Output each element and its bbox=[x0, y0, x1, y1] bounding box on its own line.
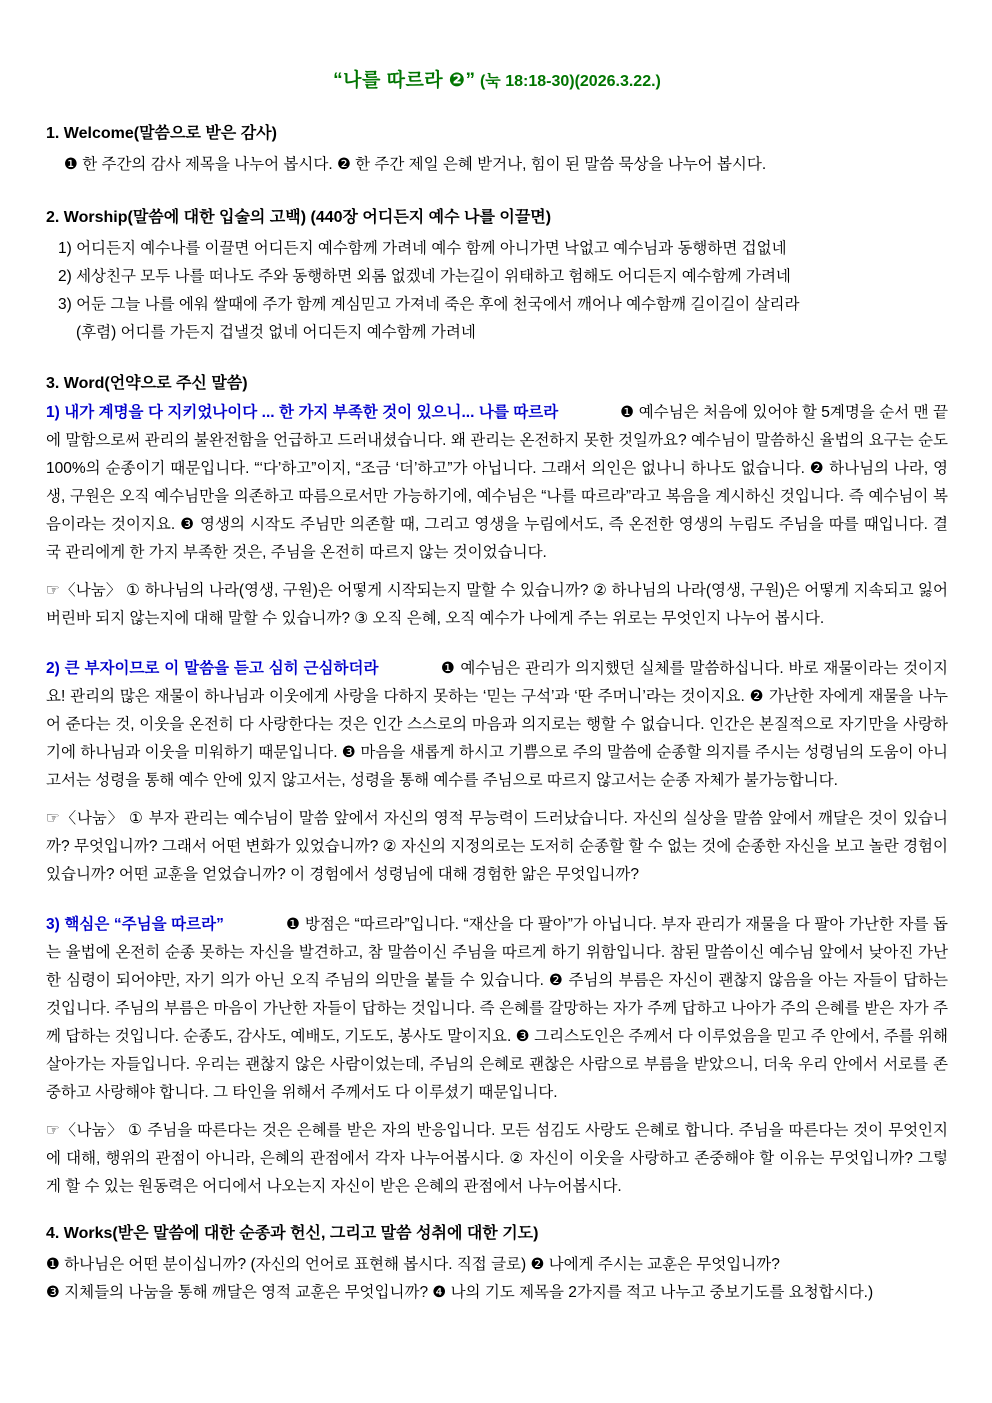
worship-heading: 2. Worship(말씀에 대한 입술의 고백) (440장 어디든지 예수 나를 이끌면) bbox=[46, 209, 552, 226]
page-title bbox=[46, 62, 948, 95]
word-subsection-2-title: 2) 큰 부자이므로 이 말씀을 듣고 심히 근심하더라 bbox=[46, 660, 379, 677]
hymn-verse-3: 3) 어둔 그늘 나를 에워 쌀때에 주가 함께 계심믿고 가져네 죽은 후에 천국에서 깨어나 예수함깨 길이길이 살리라 bbox=[58, 296, 800, 313]
word-subsection-3-title: 3) 핵심은 “주님을 따르라” bbox=[46, 916, 224, 933]
works-line-1: ❶ 하나님은 어떤 분이십니까? (자신의 언어로 표현해 봅시다. 직접 글로) ❷ 나에게 주시는 교훈은 무엇입니까? bbox=[46, 1256, 780, 1273]
word-subsection-2 bbox=[46, 655, 948, 795]
word-subsection-2-body: ❶ 예수님은 관리가 의지했던 실체를 말씀하십니다. 바로 재물이라는 것이지요! 관리의 많은 재물이 하나님과 이웃에게 사랑을 다하지 못하는 ‘믿는 구석’과 ‘딴 주머니’라는 것이지요. ❷ 가난한 자에게 재물을 나누어 준다는 것, 이웃을 온전히 다 사랑한다는 것은 인간 스스로의 마음과 의지로는 행할 수 없습니다. 인간은 본질적으로 자기만을 사랑하기에 하나님과 이웃을 미워하기 때문입니다. ❸ 마음을 새롭게 하시고 기쁨으로 주의 말씀에 순종할 의지를 주시는 성령님의 도움이 아니고서는 성령을 통해 예수 안에 있지 않고서는, 성령을 통해 예수를 주님으로 따르지 않고서는 순종 자체가 불가능합니다. bbox=[46, 660, 948, 789]
hymn-verse-2: 2) 세상친구 모두 나를 떠나도 주와 동행하면 외롬 없겠네 가는길이 위태하고 험해도 어디든지 예수함께 가려네 bbox=[58, 268, 791, 285]
works-heading: 4. Works(받은 말씀에 대한 순종과 헌신, 그리고 말씀 성취에 대한 기도) bbox=[46, 1225, 539, 1242]
section-word bbox=[46, 373, 948, 1201]
word-subsection-1-body: ❶ 예수님은 처음에 있어야 할 5계명을 순서 맨 끝에 말함으로써 관리의 불완전함을 언급하고 드러내셨습니다. 왜 관리는 온전하지 못한 것일까요? 예수님이 말씀하신 율법의 요구는 순도 100%의 순종이기 때문입니다. “‘다’하고”이지, “조금 ‘더’하고”가 아닙니다. 그래서 의인은 없나니 하나도 없습니다. ❷ 하나님의 나라, 영생, 구원은 오직 예수님만을 의존하고 따름으로서만 가능하기에, 예수님은 “나를 따르라”라고 복음을 계시하신 것입니다. 즉 예수님이 복음이라는 것이지요. ❸ 영생의 시작도 주님만 의존할 때, 그리고 영생을 누림에서도, 즉 온전한 영생의 누림도 주님을 따를 때입니다. 결국 관리에게 한 가지 부족한 것은, 주님을 온전히 따르지 않는 것이었습니다. bbox=[46, 404, 949, 561]
word-subsection-3 bbox=[46, 911, 948, 1107]
word-subsection-1-sharing: ☞〈나눔〉 ① 하나님의 나라(영생, 구원)은 어떻게 시작되는지 말할 수 있습니까? ② 하나님의 나라(영생, 구원)은 어떻게 지속되고 잃어버린바 되지 않는지에 대해 말할 수 있습니까? ③ 오직 은혜, 오직 예수가 나에게 주는 위로는 무엇인지 나누어 봅시다. bbox=[46, 582, 948, 627]
works-line-2: ❸ 지체들의 나눔을 통해 깨달은 영적 교훈은 무엇입니까? ❹ 나의 기도 제목을 2가지를 적고 나누고 중보기도를 요청합시다.) bbox=[46, 1284, 874, 1301]
title-main: “나를 따르라 ❷” bbox=[333, 70, 476, 91]
word-subsection-2-sharing: ☞〈나눔〉 ① 부자 관리는 예수님이 말씀 앞에서 자신의 영적 무능력이 드러났습니다. 자신의 실상을 말씀 앞에서 깨달은 것이 있습니까? 무엇입니까? 그래서 어떤 변화가 있었습니까? ② 자신의 지정의로는 도저히 순종할 할 수 없는 것에 순종한 자신을 보고 놀란 경험이 있습니까? 어떤 교훈을 얻었습니까? 이 경험에서 성령님에 대해 경험한 앎은 무엇입니까? bbox=[46, 810, 948, 883]
title-scripture-reference: (눅 18:18-30)(2026.3.22.) bbox=[475, 73, 661, 90]
section-welcome bbox=[46, 123, 948, 179]
word-subsection-1-title: 1) 내가 계명을 다 지키었나이다 ... 한 가지 부족한 것이 있으니... 나를 따르라 bbox=[46, 404, 559, 421]
word-subsection-1 bbox=[46, 399, 948, 567]
section-works bbox=[46, 1223, 948, 1307]
word-subsection-3-body: ❶ 방점은 “따르라”입니다. “재산을 다 팔아”가 아닙니다. 부자 관리가 재물을 다 팔아 가난한 자를 돕는 율법에 온전히 순종 못하는 자신을 발견하고, 참 말씀이신 주님을 따르게 하기 위함입니다. 참된 말씀이신 예수님 앞에서 낮아진 가난한 심령이 되어야만, 자기 의가 아닌 오직 주님의 의만을 붙들 수 있습니다. ❷ 주님의 부름은 자신이 괜찮지 않음을 아는 자들이 답하는 것입니다. 주님의 부름은 마음이 가난한 자들이 답하는 것입니다. 즉 은혜를 갈망하는 자가 주께 답하고 나아가 주의 은혜를 받은 자가 주께 답하는 것입니다. 순종도, 감사도, 예배도, 기도도, 봉사도 말이지요. ❸ 그리스도인은 주께서 다 이루었음을 믿고 주 안에서, 주를 위해 살아가는 자들입니다. 우리는 괜찮지 않은 사람이었는데, 주님의 은혜로 괜찮은 사람으로 부름을 받았으니, 더욱 우리 안에서 서로를 존중하고 사랑해야 합니다. 그 타인을 위해서 주께서도 다 이루셨기 때문입니다. bbox=[46, 916, 948, 1101]
word-heading: 3. Word(언약으로 주신 말씀) bbox=[46, 375, 248, 392]
welcome-heading: 1. Welcome(말씀으로 받은 감사) bbox=[46, 125, 277, 142]
hymn-refrain: (후렴) 어디를 가든지 겁낼것 없네 어디든지 예수함께 가려네 bbox=[76, 324, 476, 341]
welcome-body: ❶ 한 주간의 감사 제목을 나누어 봅시다. ❷ 한 주간 제일 은혜 받거나, 힘이 된 말씀 묵상을 나누어 봅시다. bbox=[64, 156, 767, 173]
hymn-verse-1: 1) 어디든지 예수나를 이끌면 어디든지 예수함께 가려네 예수 함께 아니가면 낙없고 예수님과 동행하면 겁없네 bbox=[58, 240, 787, 257]
section-worship bbox=[46, 207, 948, 347]
word-subsection-3-sharing: ☞〈나눔〉 ① 주님을 따른다는 것은 은혜를 받은 자의 반응입니다. 모든 섬김도 사랑도 은혜로 합니다. 주님을 따른다는 것이 무엇인지에 대해, 행위의 관점이 아니라, 은혜의 관점에서 각자 나누어봅시다. ② 자신이 이웃을 사랑하고 존중해야 할 이유는 무엇입니까? 그렇게 할 수 있는 원동력은 어디에서 나오는지 자신이 받은 은혜의 관점에서 나누어봅시다. bbox=[46, 1122, 948, 1195]
